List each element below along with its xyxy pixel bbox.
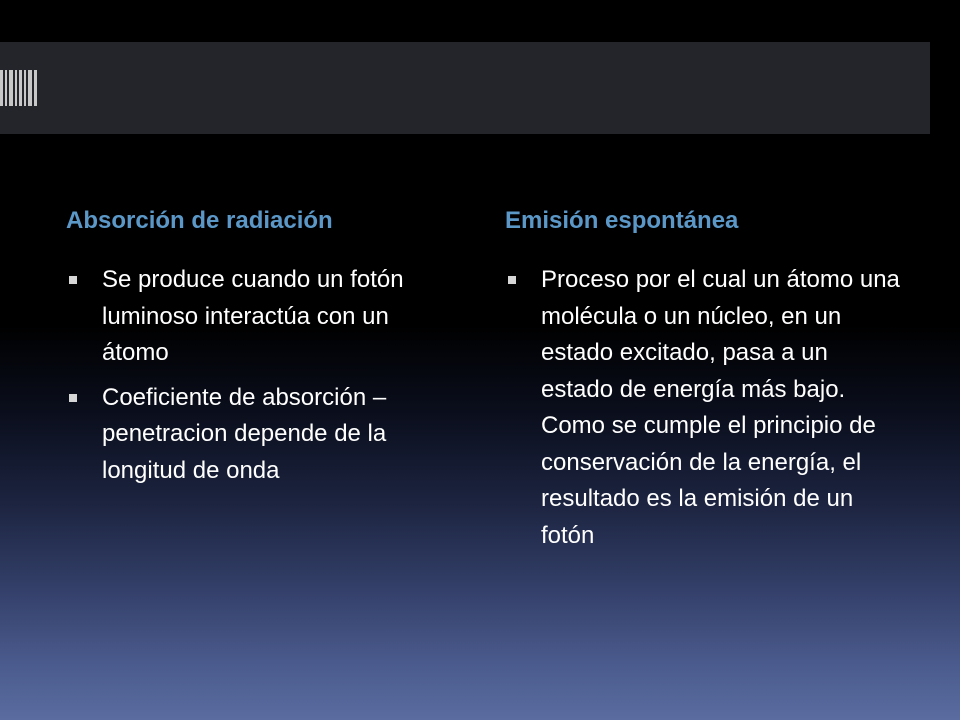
left-column: [66, 205, 456, 497]
list-item: [66, 380, 456, 490]
bullet-text: Coeficiente de absorción – penetracion depende de la longitud de onda: [102, 383, 387, 484]
right-column-heading: Emisión espontánea: [505, 207, 739, 234]
bar-stripes-icon: [0, 70, 38, 106]
title-band: [0, 42, 930, 134]
right-column: [505, 205, 905, 562]
square-bullet-icon: [69, 276, 77, 284]
square-bullet-icon: [69, 394, 77, 402]
bullet-text: Proceso por el cual un átomo una molécula o un núcleo, en un estado excitado, pasa a un estado de energía más bajo. Como se cumple el principio de conservación de la energía, el resultado es la emisión de un fotón: [541, 266, 900, 549]
square-bullet-icon: [508, 276, 516, 284]
left-bullet-list: [66, 262, 456, 489]
bullet-text: Se produce cuando un fotón luminoso interactúa con un átomo: [102, 266, 404, 366]
left-column-heading: Absorción de radiación: [66, 207, 333, 234]
list-item: [505, 262, 905, 554]
list-item: [66, 262, 456, 372]
right-bullet-list: [505, 262, 905, 554]
